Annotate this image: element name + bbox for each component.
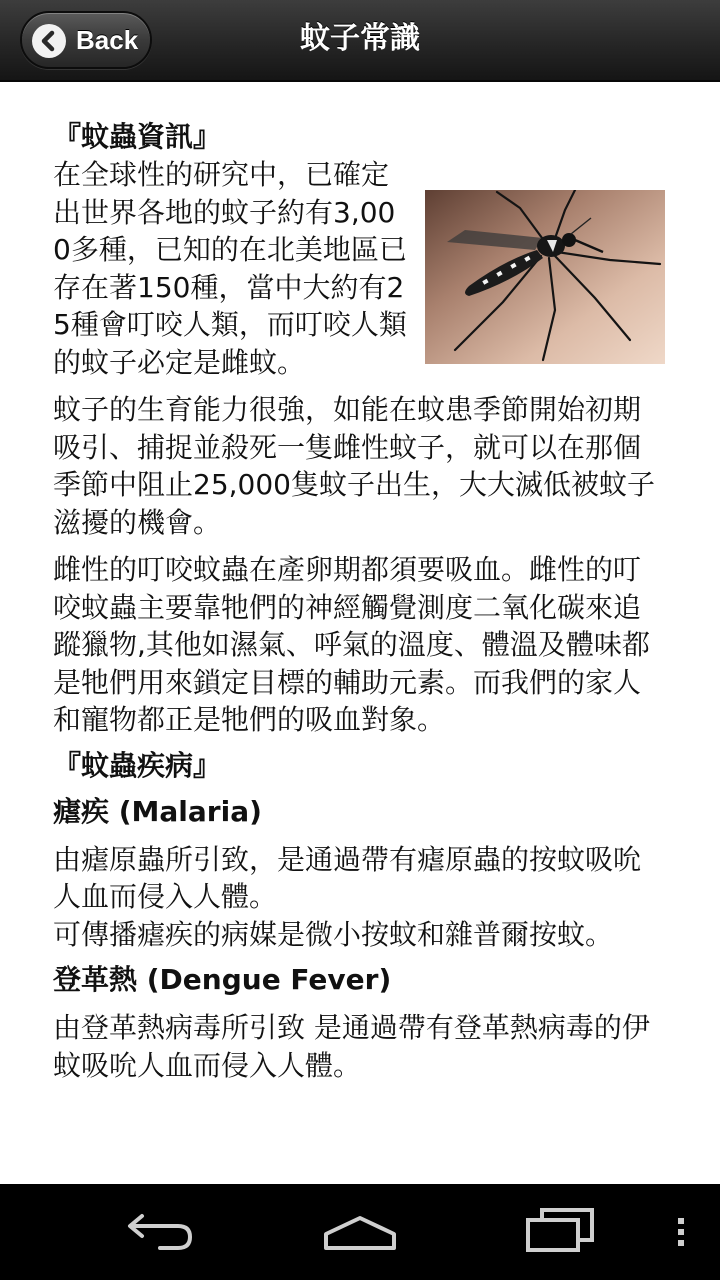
nav-recent-apps-button[interactable] [520, 1204, 600, 1258]
malaria-vector: 可傳播瘧疾的病媒是微小按蚊和雜普爾按蚊。 [53, 917, 614, 951]
top-bar [0, 0, 720, 82]
nav-back-button[interactable] [120, 1210, 200, 1254]
system-nav-bar [0, 1184, 720, 1280]
home-icon [320, 1210, 400, 1254]
breeding-paragraph: 蚊子的生育能力很強，如能在蚊患季節開始初期吸引、捕捉並殺死一隻雌性蚊子，就可以在那個季節中阻止25,000隻蚊子出生，大大滅低被蚊子滋擾的機會。 [53, 393, 655, 539]
page-title: 蚊子常識 [300, 21, 420, 56]
section-info-title: 『蚊蟲資訊』 [53, 120, 222, 153]
chevron-left-icon [32, 24, 66, 58]
recent-apps-icon [520, 1204, 600, 1258]
back-button[interactable] [20, 11, 152, 69]
malaria-title: 瘧疾 (Malaria) [53, 794, 262, 828]
mosquito-illustration [425, 190, 665, 364]
dengue-cause: 由登革熱病毒所引致 是通過帶有登革熱病毒的伊蚊吸吮人血而侵入人體。 [53, 1011, 650, 1082]
back-button-label: Back [76, 25, 139, 55]
feeding-paragraph: 雌性的叮咬蚊蟲在產卵期都須要吸血。雌性的叮咬蚊蟲主要靠牠們的神經觸覺測度二氧化碳來追蹤獵物,其他如濕氣、呼氣的溫度、體溫及體味都是牠們用來鎖定目標的輔助元素。而我們的家人和寵物都正是牠們的吸血對象。 [53, 553, 650, 736]
intro-block [53, 156, 665, 381]
article-content[interactable] [53, 82, 665, 1184]
nav-overflow-menu-button[interactable] [668, 1210, 694, 1254]
back-arrow-icon [120, 1210, 200, 1254]
section-disease-title: 『蚊蟲疾病』 [53, 748, 222, 782]
nav-home-button[interactable] [320, 1210, 400, 1254]
malaria-cause: 由瘧原蟲所引致，是通過帶有瘧原蟲的按蚊吸吮人血而侵入人體。 [53, 842, 642, 913]
dengue-title: 登革熱 (Dengue Fever) [53, 963, 392, 996]
intro-paragraph: 在全球性的研究中，已確定出世界各地的蚊子約有3,000多種，已知的在北美地區已存在著150種，當中大約有25種會叮咬人類，而叮咬人類的蚊子必定是雌蚊。 [53, 158, 407, 379]
mosquito-photo [425, 190, 665, 364]
overflow-menu-icon [668, 1210, 694, 1254]
